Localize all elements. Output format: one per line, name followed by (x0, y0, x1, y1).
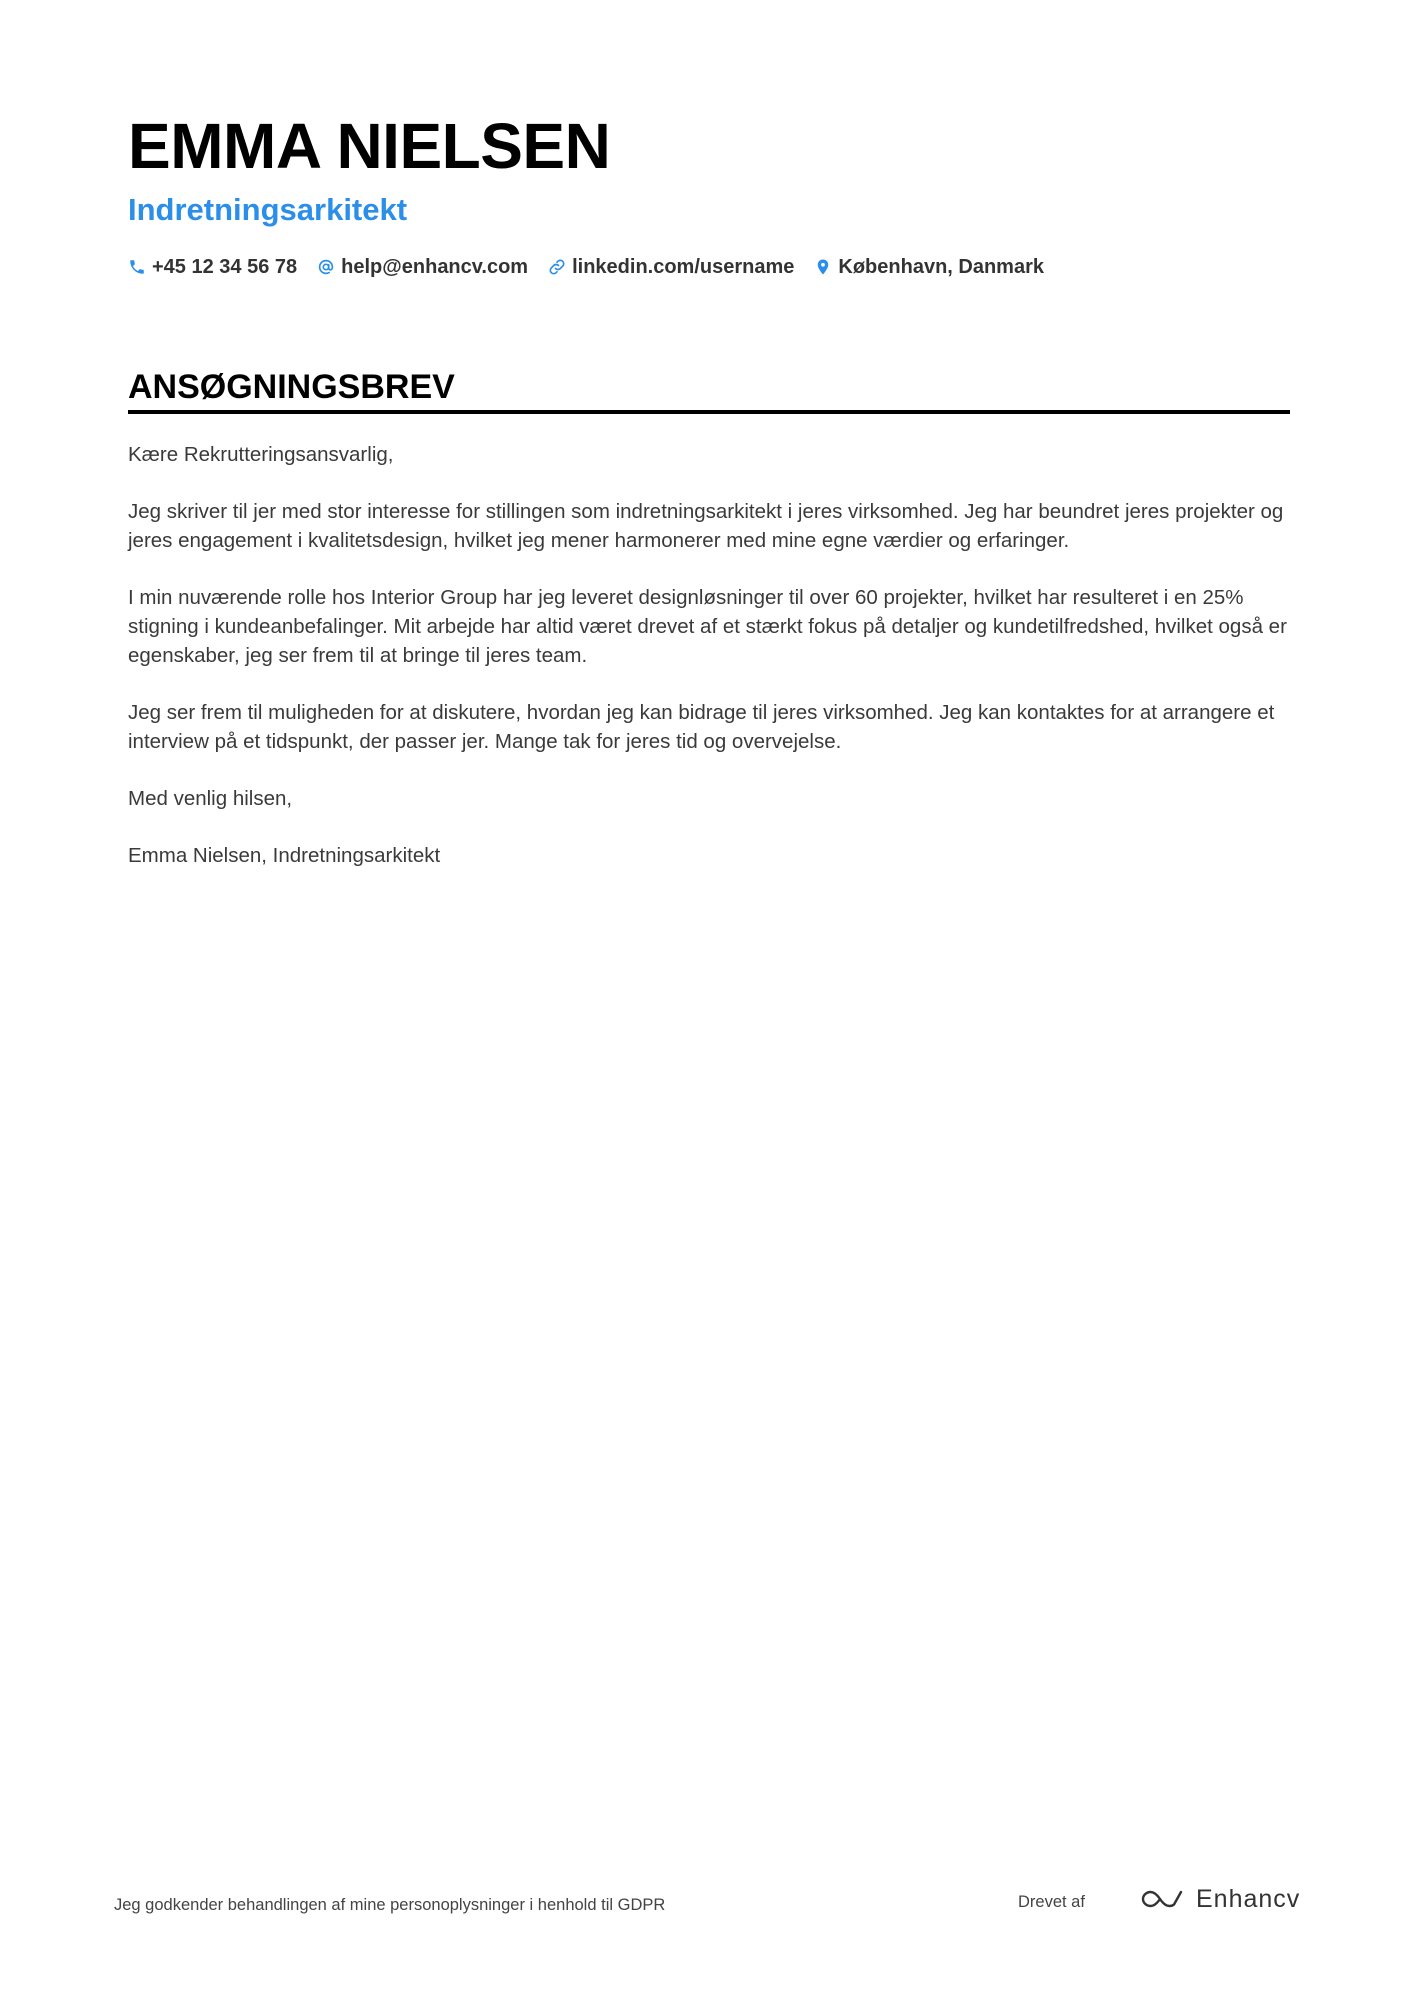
gdpr-consent-text: Jeg godkender behandlingen af mine personoplysninger i henhold til GDPR (114, 1896, 666, 1914)
contact-location (814, 253, 1044, 281)
applicant-job-title: Indretningsarkitekt (128, 192, 408, 227)
email-text: help@enhancv.com (341, 256, 529, 278)
contact-linkedin[interactable] (548, 253, 794, 281)
letter-body (128, 440, 1290, 898)
brand-name: Enhancv (1196, 1885, 1301, 1913)
letter-salutation: Kære Rekrutteringsansvarlig, (128, 443, 394, 466)
contact-phone[interactable] (128, 253, 297, 281)
enhancv-logo-icon (1138, 1884, 1186, 1914)
location-pin-icon (814, 258, 832, 276)
at-icon (317, 258, 335, 276)
location-text: København, Danmark (838, 256, 1044, 278)
contact-email[interactable] (317, 253, 528, 281)
contact-info-row (128, 253, 1044, 281)
powered-by-text: Drevet af (1018, 1893, 1085, 1911)
letter-paragraph: Jeg skriver til jer med stor interesse for stillingen som indretningsarkitekt i jeres virksomhed. Jeg har beundret jeres projekter og jeres engagement i kvalitetsdesign, hvilket jeg mener harmonerer med mine egne værdier og erfaringer. (128, 500, 1284, 552)
letter-signature: Emma Nielsen, Indretningsarkitekt (128, 844, 441, 867)
phone-icon (128, 258, 146, 276)
enhancv-brand[interactable] (1138, 1884, 1300, 1914)
applicant-name: EMMA NIELSEN (128, 110, 611, 182)
letter-paragraph: I min nuværende rolle hos Interior Group har jeg leveret designløsninger til over 60 projekter, hvilket har resulteret i en 25% stigning i kundeanbefalinger. Mit arbejde har altid været drevet af et stærkt fokus på detaljer og kundetilfredshed, hvilket også er egenskaber, jeg ser frem til at bringe til jeres team. (128, 586, 1287, 667)
letter-paragraph: Jeg ser frem til muligheden for at diskutere, hvordan jeg kan bidrage til jeres virksomhed. Jeg kan kontaktes for at arrangere et interview på et tidspunkt, der passer jer. Mange tak for jeres tid og overvejelse. (128, 701, 1275, 753)
linkedin-text: linkedin.com/username (572, 256, 795, 278)
section-title: ANSØGNINGSBREV (128, 368, 455, 406)
letter-closing: Med venlig hilsen, (128, 787, 293, 810)
link-icon (548, 258, 566, 276)
section-divider (128, 410, 1290, 414)
phone-text: +45 12 34 56 78 (152, 256, 298, 278)
